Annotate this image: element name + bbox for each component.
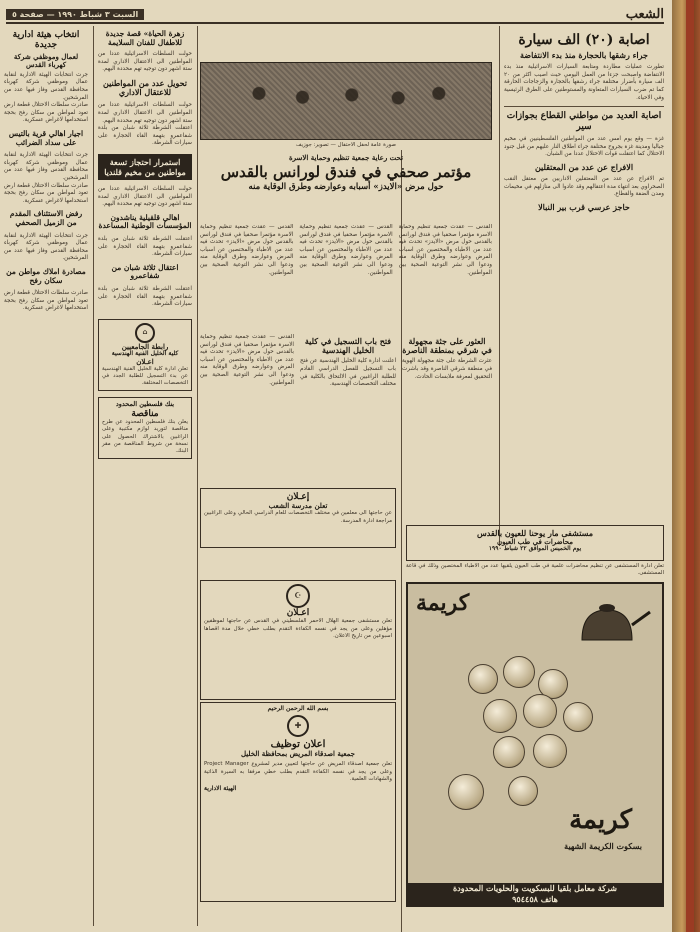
headline-qalqilya: اهالي قلقيلية يناشدون المؤسسات الوطنية المساعدة	[98, 212, 192, 231]
announcement-title: اعـلان	[286, 608, 310, 618]
masthead: الشعب	[625, 6, 664, 22]
teapot-spout	[632, 612, 650, 625]
photo-caption: صورة عامة لحفل الاحتفال	[337, 142, 396, 148]
biscuit-advertisement	[406, 582, 664, 907]
article-body: عثرت الشرطة على جثة مجهولة الهوية في منطقة شرقي الناصرة وقد باشرت التحقيق لمعرفة ملابسات الحادث.	[402, 358, 492, 380]
headline-taxes: اجيار اهالي قرية بالتيس على سداد الضرائب	[8, 128, 84, 147]
crescent-logo-icon: ☪	[286, 584, 310, 608]
column-rule	[499, 26, 500, 546]
article-injuries	[504, 136, 664, 159]
ad-phone: هاتف ٩٥٤٤٥٨	[512, 894, 558, 904]
teapot-icon	[562, 590, 652, 650]
headline-appeal: رفض الاستئناف المقدم من الزميل الصحفي	[9, 209, 83, 227]
article-body: حولت السلطات الاسرائيلية عددا من المواطنين الى الاعتقال الاداري لمدة ستة اشهر دون توجيه تهم محددة اليهم.	[98, 51, 192, 73]
headline-detention: تحويل عدد من المواطنين للاعتقال الاداري	[103, 78, 187, 98]
cookie	[493, 736, 525, 768]
article-body-college	[300, 334, 396, 484]
article-body: اعلنت ادارة كلية الخليل الهندسية عن فتح باب التسجيل للفصل الدراسي القادم للطلبة الراغبين في الالتحاق بالكلية في مختلف التخصصات الهندسية.	[300, 358, 396, 388]
tender-org: بنك فلسطين المحدود	[115, 400, 175, 409]
column-rule	[93, 26, 94, 926]
announcement-school	[200, 488, 396, 548]
article-body: غزة — وقع يوم امس عدد من المواطنين الفلسطينيين في مخيم جباليا ومدينة غزة بجروح مختلفة جراء اطلاق النار عليهم من قبل جنود الاحتلال كما اعتقلت قوات الاحتلال عددا من الشبان.	[504, 135, 664, 158]
article-body: حولت السلطات الاسرائيلية عددا من المواطنين الى الاعتقال الاداري لمدة ستة اشهر دون توجيه تهم محددة اليهم.	[98, 102, 192, 124]
notice-title: مستشفى	[561, 528, 594, 538]
article-body: جرت انتخابات الهيئة الادارية لنقابة عمال وموظفي شركة كهرباء محافظة القدس وفاز فيها عدد من المرشحين.	[4, 71, 88, 101]
conference-headline: مؤتمر صحفي في فندق لورانس بالقدس	[220, 163, 472, 182]
announcement-hospital	[200, 580, 396, 700]
tender-title: مناقصة	[131, 408, 159, 419]
headline-shefaamr: اعتقال ثلاثة شبان من شفاعمرو	[111, 262, 179, 281]
teapot-lid	[599, 604, 615, 612]
article-body: جرت انتخابات الهيئة الادارية لنقابة عمال وموظفي شركة كهرباء محافظة القدس وفاز فيها عدد من المرشحين.	[4, 152, 88, 181]
article-release	[504, 176, 664, 199]
engineers-body: تعلن ادارة كلية الخليل الفنية الهندسية عن بدء التسجيل للطلبة الجدد في التخصصات المختلفة.	[102, 365, 188, 387]
page-header	[6, 6, 664, 24]
headline-college: فتح باب التسجيل في كلية الخليل الهندسية	[304, 336, 392, 356]
engineers-subtitle: كلية الخليل الفنية الهندسية	[111, 349, 179, 357]
cookie	[468, 664, 498, 694]
right-column	[504, 26, 664, 546]
cookie	[508, 776, 538, 806]
photo-credit: تصوير: جوزيف	[296, 142, 329, 148]
announcement-body: تعلن جمعية اصدقاء المريض عن حاجتها لتعيين مدير لمشروع Project Manager وعلى من يجد في نفسه الكفاءة التقدم بطلب خطي مرفقا به السيرة الذاتية والشهادات العلمية.	[204, 761, 392, 782]
notice-body: تعلن ادارة المستشفى عن تنظيم محاضرات علمية في طب العيون يلقيها عدد من الاطباء المختصين وذلك في قاعة المستشفى.	[406, 563, 664, 577]
notice-subhead: محاضرات في طب العيون	[496, 537, 573, 547]
cookie	[533, 734, 567, 768]
job-footer: الهيئة الادارية	[204, 785, 237, 793]
university-logo-icon: ⌂	[135, 323, 155, 343]
job-title: اعلان توظيف	[270, 738, 326, 750]
article-body: اعتقلت الشرطة ثلاثة شبان من بلدة شفاعمرو بتهمة القاء الحجارة على سيارات الشرطة.	[98, 236, 192, 258]
article-body: القدس — عقدت جمعية تنظيم وحماية الاسرة مؤتمرا صحفيا في فندق لورانس بالقدس حول مرض «الايدز» تحدث فيه عدد من الاطباء والمختصين عن اسباب المرض وعوارضه وطرق الوقاية منه ودعوا الى نشر التوعية الصحية بين المواطنين.	[200, 224, 294, 276]
conference-article	[200, 224, 492, 334]
left-column	[4, 26, 88, 926]
announcement-body: عن حاجتها الى معلمين في مختلف التخصصات للعام الدراسي الحالي وعلى الراغبين مراجعة ادارة المدرسة.	[204, 510, 392, 524]
conference-subhead: حول مرض «الايدز» أسبابه وعوارضه وطرق الوقاية منه	[248, 182, 444, 193]
headline-confiscation: مصادرة املاك مواطن من سكان رفح	[6, 266, 86, 285]
article-body: صادرت سلطات الاحتلال قطعة ارض تعود لمواطن من سكان رفح بحجة استخدامها لاغراض عسكرية.	[4, 290, 88, 312]
headline-story: زهرة الحياة» قصة جديدة للاطفال للفنان السلايمة	[105, 29, 185, 47]
subhead-cars: جراء رشقها بالحجارة منذ بدء الانتفاضة	[519, 50, 648, 61]
binding-spine	[686, 0, 694, 932]
cookie	[483, 699, 517, 733]
cookie	[563, 702, 593, 732]
headline-corpse: العثور على جثة مجهولة في شرقي بمنطقة الناصرة	[402, 336, 492, 356]
announcement-body: تعلن مستشفى جمعية الهلال الاحمر الفلسطيني في القدس عن حاجتها لموظفين مؤهلين وعلى من يجد في نفسه الكفاءة التقدم بطلب خطي خلال مدة اقصاها اسبوعين من تاريخ الاعلان.	[204, 618, 392, 639]
column-rule	[197, 26, 198, 926]
article-body: القدس — عقدت جمعية تنظيم وحماية الاسرة مؤتمرا صحفيا في فندق لورانس بالقدس حول مرض «الايدز» تحدث فيه عدد من الاطباء والمختصين عن اسباب المرض وعوارضه وطرق الوقاية منه ودعوا الى نشر التوعية الصحية بين المواطنين.	[299, 224, 393, 276]
ad-footer-banner	[408, 883, 662, 905]
headline-release: الافراج عن عدد من المعتقلين	[534, 161, 634, 172]
headline-checkpoint: حاجز عرسي قرب بير النبالا	[538, 201, 630, 212]
article-column	[200, 334, 294, 484]
book-binding	[670, 0, 700, 932]
date-line: السبت ٣ شباط ١٩٩٠ — صفحة ٥	[6, 9, 144, 20]
article-body: جرت انتخابات الهيئة الادارية لنقابة عمال وموظفي شركة كهرباء محافظة القدس وفاز فيها عدد من المرشحين.	[4, 232, 88, 262]
article-body: تم الافراج عن عدد من المعتقلين الاداريين من معتقل النقب الصحراوي بعد انتهاء مدة اعتقالهم وقد عادوا الى منازلهم في مخيمات ومدن الضفة والقطاع.	[504, 175, 664, 198]
hospital-notice	[406, 525, 664, 561]
banner-qalandia: استمرار احتجاز تسعة مواطنين من مخيم قلنديا	[98, 154, 192, 180]
ad-factory: شركة معامل بلقيا للبسكويت والحلويات المحدودة	[452, 883, 618, 893]
article-body-corpse	[402, 334, 492, 484]
teapot-body	[582, 610, 632, 640]
divider	[504, 106, 664, 107]
article-body: تطورت عمليات مطاردة ومتابعة السيارات الاسرائيلية منذ بدء الانتفاضة واصبحت جزءا من العمل اليومي حيث اصيب اكثر من ٢٠ الف سيارة بأضرار مختلفة جراء رشقها بالحجارة والزجاجات الحارقة كما تم ضرب السيارات المتعاونة والمستوطنين على الطرق الرئيسية وفي الاحياء.	[504, 64, 664, 101]
basmala: بسم الله الرحمن الرحيم	[267, 705, 329, 712]
headline-cars: اصابة (٢٠) الف سيارة	[518, 32, 650, 48]
news-photo	[200, 62, 492, 140]
cookie	[523, 694, 557, 728]
article-body: القدس — عقدت جمعية تنظيم وحماية الاسرة مؤتمرا صحفيا في فندق لورانس بالقدس حول مرض «الايدز» تحدث فيه عدد من الاطباء والمختصين عن اسباب المرض وعوارضه وطرق الوقاية منه ودعوا الى نشر التوعية الصحية بين المواطنين.	[398, 224, 492, 276]
cookie	[448, 774, 484, 810]
announcement-headline: تعلن مدرسة الشعب	[268, 501, 328, 511]
engineers-label: اعـلان	[136, 356, 154, 366]
announcement-title: إعـلان	[286, 492, 310, 502]
mid-left-column	[98, 26, 192, 926]
tender-body: يعلن بنك فلسطين المحدود عن طرح مناقصة لتوريد لوازم مكتبية وعلى الراغبين بالاشتراك الحصول على نسخة من شروط المناقصة من مقر البنك.	[102, 419, 188, 455]
announcement-job	[200, 702, 396, 902]
headline-election: انتخاب هيئة ادارية جديدة	[12, 30, 80, 51]
article-body: صادرت سلطات الاحتلال قطعة ارض تعود لمواطن من سكان رفح بحجة استخدامها لاغراض عسكرية.	[4, 102, 88, 124]
article-cars	[504, 64, 664, 102]
notice-headline: مار يوحنا للعيون بالقدس	[476, 528, 559, 538]
ad-product: بسكوت الكريمة الشهية	[564, 841, 642, 851]
job-org: جمعية اصدقاء المريض بمحافظة الخليل	[240, 749, 356, 759]
article-body: صادرت سلطات الاحتلال قطعة ارض تعود لمواطن من سكان رفح بحجة استخدامها لاغراض عسكرية.	[4, 182, 88, 204]
ad-brand: كريمة	[569, 805, 632, 835]
photo-figures	[201, 63, 491, 139]
engineers-title: رابطة الجامعيين	[121, 341, 169, 351]
association-logo-icon: ✚	[287, 715, 309, 737]
ad-brand-top: كريمة	[416, 590, 470, 616]
conference-headline-block	[200, 154, 492, 224]
article-body: القدس — عقدت جمعية تنظيم وحماية الاسرة مؤتمرا صحفيا في فندق لورانس بالقدس حول مرض «الايدز» تحدث فيه عدد من الاطباء والمختصين عن اسباب المرض وعوارضه وطرق الوقاية منه ودعوا الى نشر التوعية الصحية بين المواطنين.	[200, 334, 294, 386]
engineers-ad	[98, 319, 192, 392]
article-body: اعتقلت الشرطة ثلاثة شبان من بلدة شفاعمرو بتهمة القاء الحجارة على سيارات الشرطة.	[98, 125, 192, 147]
notice-date: يوم الخميس الموافق ٢٢ شباط ١٩٩٠	[488, 545, 582, 553]
photo-caption-row: صورة عامة لحفل الاحتفال — تصوير: جوزيف	[296, 142, 396, 148]
article-body: اعتقلت الشرطة ثلاثة شبان من بلدة شفاعمرو بتهمة القاء الحجارة على سيارات الشرطة.	[98, 286, 192, 308]
headline-injuries: اصابة العديد من مواطني القطاع بجوازات سير	[506, 111, 662, 132]
cookie	[503, 656, 535, 688]
article-body: حولت السلطات الاسرائيلية عددا من المواطنين الى الاعتقال الاداري لمدة ستة اشهر دون توجيه تهم محددة اليهم.	[98, 185, 192, 208]
subhead-election: لعمال وموظفي شركة كهرباء القدس	[13, 51, 79, 69]
tender-ad	[98, 397, 192, 459]
conference-kicker: تحت رعاية جمعية تنظيم وحماية الاسرة	[288, 154, 404, 162]
